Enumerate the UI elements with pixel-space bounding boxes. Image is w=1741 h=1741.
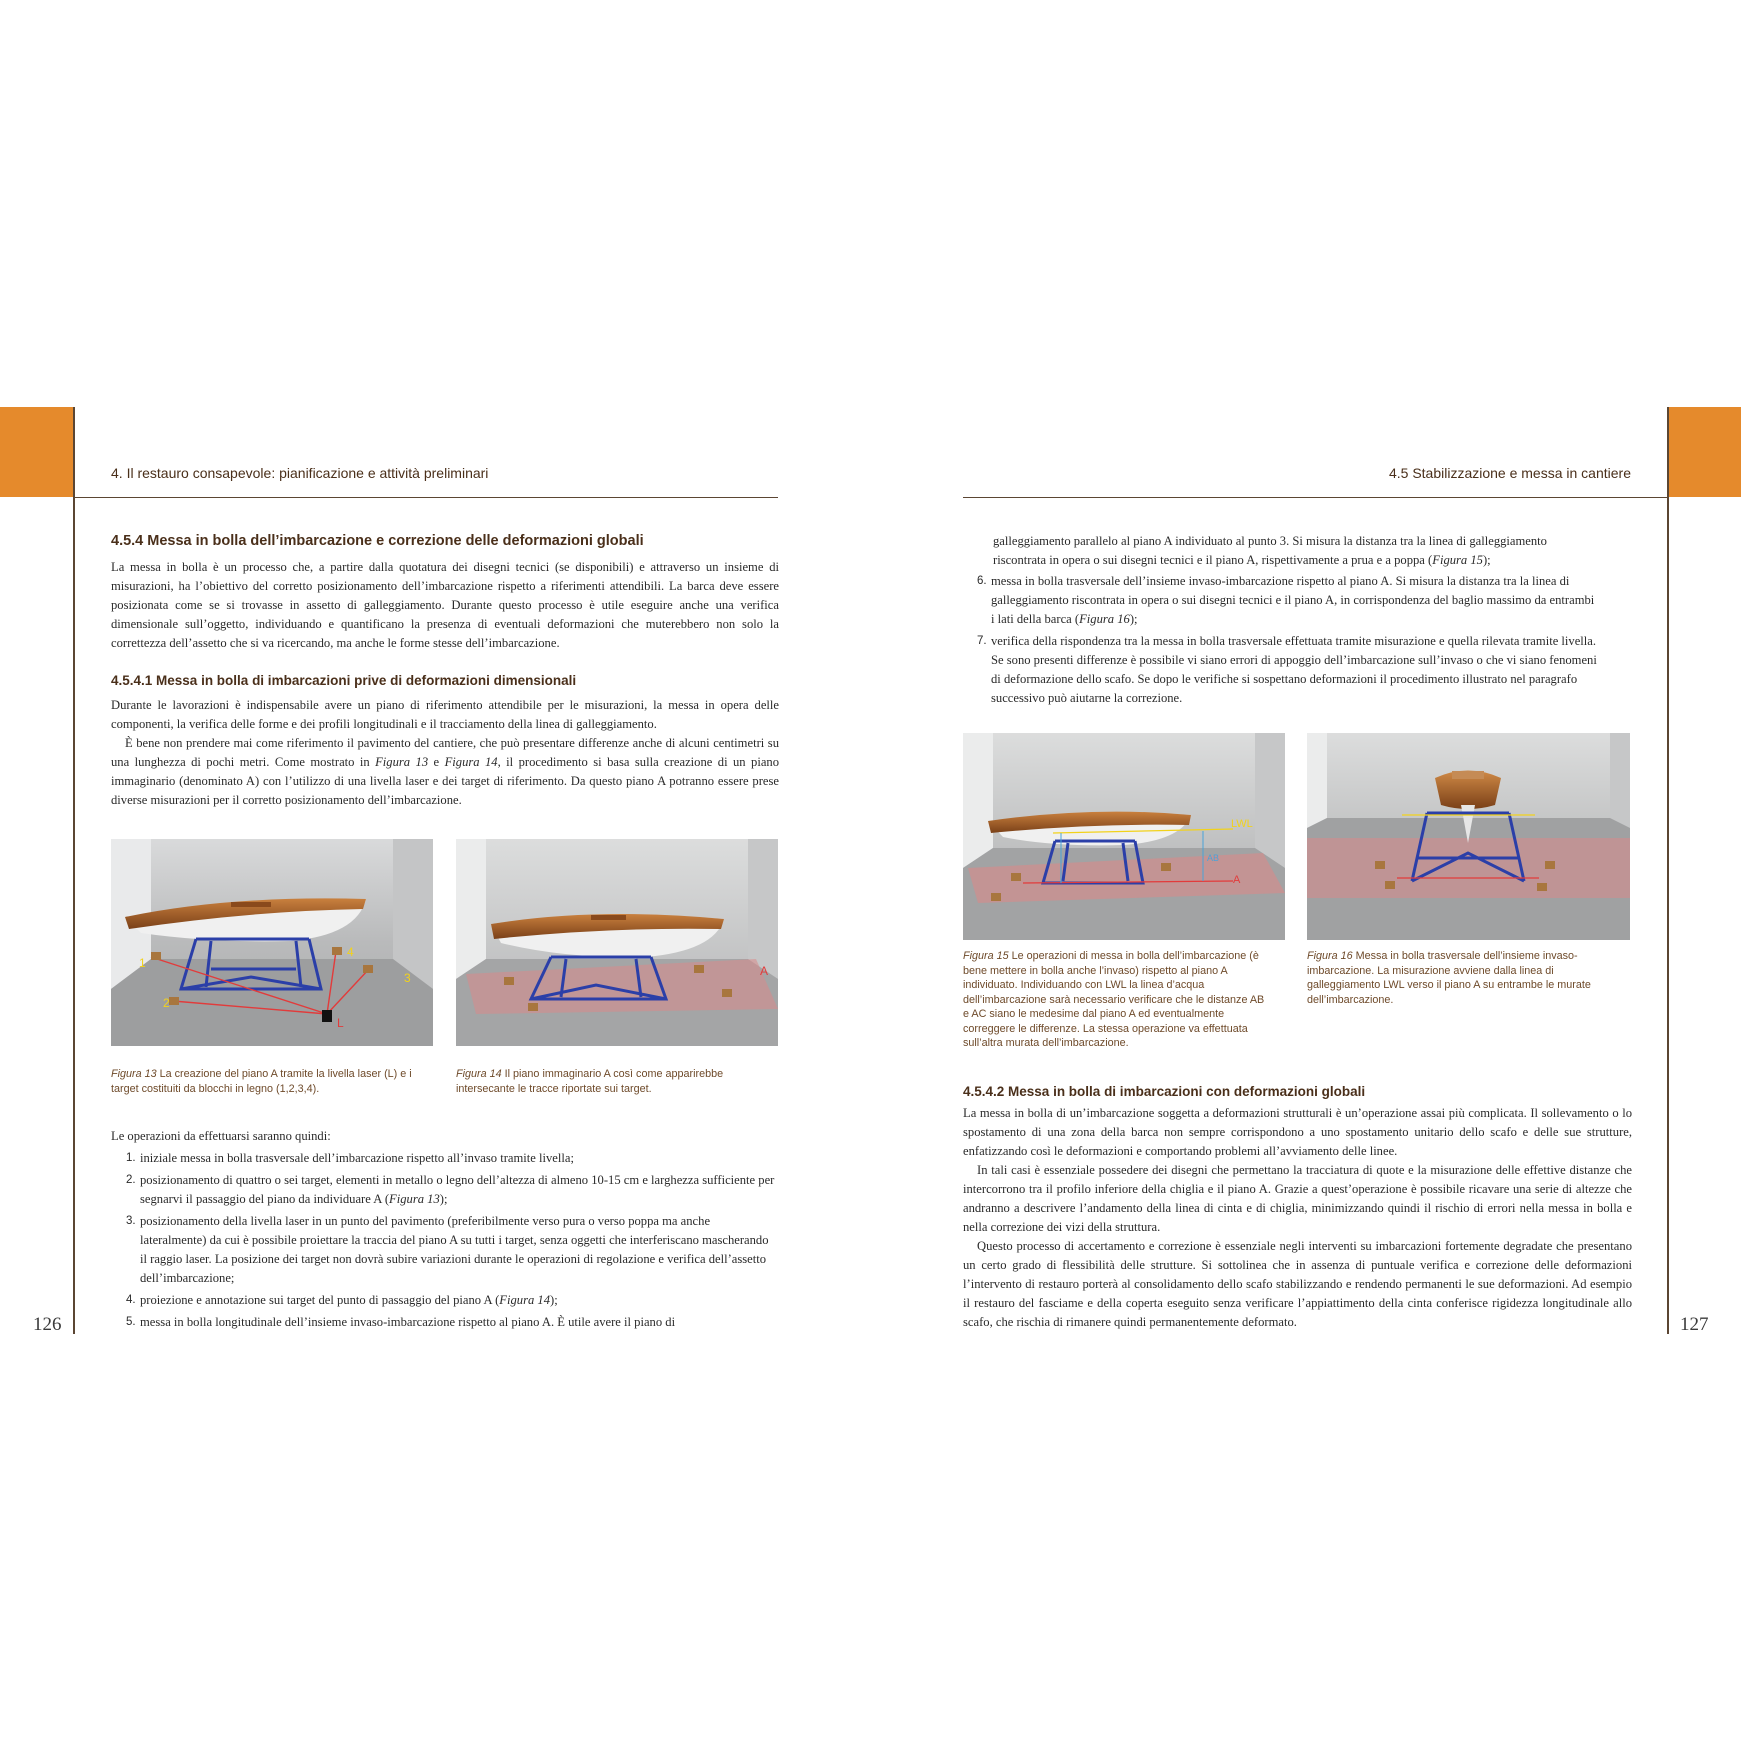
step-4-text: proiezione e annotazione sui target del punto di passaggio del piano A ( bbox=[140, 1293, 500, 1307]
figure-13-marker-3: 3 bbox=[404, 971, 411, 985]
operations-list-left bbox=[126, 1149, 778, 1335]
step-7-text: verifica della rispondenza tra la messa in bolla trasversale effettuata tramite misurazione e quella rilevata tramite livella. Se sono presenti differenze è possibile vi siano errori di appoggio dell’imbarcazione sull’invaso o che vi siano fenomeni di deformazione dello scafo. Se dopo le verifiche si sospettano deformazioni il procedimento illustrato nel paragrafo successivo può aiutarne la correzione. bbox=[991, 634, 1597, 705]
step-5-continuation bbox=[993, 532, 1600, 570]
figure-13-marker-4: 4 bbox=[347, 945, 354, 959]
figure-15-caption-text: Le operazioni di messa in bolla dell’imbarcazione (è bene mettere in bolla anche l’invaso) rispetto al piano A individuato. Individuando con LWL la linea d’acqua dell’imbarcazione sarà necessario verificare che le distanze AB e AC siano le medesime dal piano A ed eventualmente correggere le differenze. La stessa operazione va effettuata sull’altra murata dell’imbarcazione. bbox=[963, 950, 1265, 1049]
figure-16-image bbox=[1307, 733, 1630, 940]
step-2-tail: ); bbox=[439, 1192, 448, 1206]
right-page-number: 127 bbox=[1680, 1314, 1709, 1335]
operations-step-1 bbox=[126, 1149, 778, 1168]
figure-14-caption-label: Figura 14 bbox=[456, 1068, 502, 1080]
figure-13-image bbox=[111, 839, 433, 1046]
right-paragraph-1: La messa in bolla di un’imbarcazione soggetta a deformazioni strutturali è un’operazione assai più complicata. Il sollevamento o lo spostamento di una zona della barca non sempre corrispondono a uno spostamento unitario dello scafo e delle sue strutture, enfatizzando così le deformazioni e comportando problemi all’avviamento delle linee. bbox=[963, 1106, 1632, 1158]
figure-15-caption-label: Figura 15 bbox=[963, 950, 1009, 962]
figure-15-render bbox=[963, 733, 1285, 940]
operations-step-4 bbox=[126, 1291, 778, 1310]
subsection-paragraph-2-and: e bbox=[428, 755, 445, 769]
figure-16-caption-label: Figura 16 bbox=[1307, 950, 1353, 962]
right-vertical-rule bbox=[1667, 407, 1669, 1334]
right-paragraph-2: In tali casi è essenziale possedere dei disegni che permettano la tracciatura di quote e la misurazione delle effettive distanze che intercorrono tra il profilo inferiore della chiglia e il piano A. Grazie a quest’operazione è possibile ricavare una serie di altezze che andranno a descrivere l’andamento della linea di cinta e di chiglia, minimizzando quindi il rischio di errori nella messa in bolla e nella correzione dei vizi della struttura. bbox=[963, 1163, 1632, 1234]
figure-14-caption bbox=[456, 1067, 778, 1096]
left-header-rule bbox=[73, 497, 778, 498]
step-4-number: 4. bbox=[126, 1294, 136, 1306]
figure-13-marker-1: 1 bbox=[139, 956, 146, 970]
step-6-text: messa in bolla trasversale dell’insieme invaso-imbarcazione rispetto al piano A. Si misura la distanza tra la linea di galleggiamento riscontrata in opera o sui disegni tecnici e il piano A, in corrispondenza del baglio massimo da entrambi i lati della barca ( bbox=[991, 574, 1595, 626]
figure-14-reference[interactable]: Figura 14 bbox=[444, 755, 498, 769]
figure-14-render bbox=[456, 839, 778, 1046]
operations-step-5 bbox=[126, 1313, 778, 1332]
step-1-text: iniziale messa in bolla trasversale dell’imbarcazione rispetto all’invaso tramite livella; bbox=[140, 1151, 574, 1165]
figure-15-image bbox=[963, 733, 1285, 940]
right-running-head: 4.5 Stabilizzazione e messa in cantiere bbox=[1388, 465, 1631, 481]
figure-13-marker-2: 2 bbox=[163, 996, 170, 1010]
step-3-text: posizionamento della livella laser in un punto del pavimento (preferibilmente verso pura o verso poppa ma anche lateralmente) da cui è possibile proiettare la traccia del piano A su tutti i target, senza oggetti che interferiscano mascherando il raggio laser. La posizione dei target non dovrà subire variazioni durante le operazioni di regolazione e verifica dell’assetto dell’imbarcazione; bbox=[140, 1214, 769, 1285]
left-vertical-rule bbox=[73, 407, 75, 1334]
subsection-title-4542: 4.5.4.2 Messa in bolla di imbarcazioni con deformazioni globali bbox=[963, 1084, 1366, 1099]
step-3-number: 3. bbox=[126, 1215, 136, 1227]
right-paragraph-3: Questo processo di accertamento e correzione è essenziale negli interventi su imbarcazioni fortemente degradate che presentano un certo grado di flessibilità delle strutture. Si sottolinea che in assenza di puntuale verifica e correzione delle deformazioni l’intervento di restauro porterà al consolidamento dello scafo stabilizzando e rendendo permanenti le sue deformazioni. Ad esempio il restauro del fasciame e della coperta eseguito senza verificare l’appiattimento della cinta conferisce rigidezza longitudinale allo scafo, che rischia di rimanere quindi permanentemente deformato. bbox=[963, 1239, 1632, 1329]
operations-step-2 bbox=[126, 1171, 778, 1209]
operations-step-3 bbox=[126, 1212, 778, 1288]
figure-14-marker-A: A bbox=[760, 964, 769, 978]
figure-15-marker-A: A bbox=[1233, 874, 1241, 886]
operations-list-right bbox=[977, 572, 1600, 711]
figure-15-caption bbox=[963, 949, 1265, 1051]
figure-13-render bbox=[111, 839, 433, 1046]
step-2-number: 2. bbox=[126, 1174, 136, 1186]
figure-13-caption-text: La creazione del piano A tramite la livella laser (L) e i target costituiti da blocchi in legno (1,2,3,4). bbox=[111, 1068, 412, 1095]
step-6-tail: ); bbox=[1129, 612, 1138, 626]
left-orange-tab bbox=[0, 407, 73, 497]
section-title: 4.5.4 Messa in bolla dell’imbarcazione e correzione delle deformazioni globali bbox=[111, 533, 644, 549]
step-2-figure-reference[interactable]: Figura 13 bbox=[389, 1192, 440, 1206]
figure-15-marker-LWL: LWL bbox=[1231, 818, 1253, 830]
figure-14-image bbox=[456, 839, 778, 1046]
step-5-text: messa in bolla longitudinale dell’insieme invaso-imbarcazione rispetto al piano A. È utile avere il piano di bbox=[140, 1315, 676, 1329]
step-5-figure-reference[interactable]: Figura 15 bbox=[1432, 553, 1483, 567]
intro-paragraph: La messa in bolla è un processo che, a partire dalla quotatura dei disegni tecnici (se disponibili) e attraverso un insieme di misurazioni, ha l’obiettivo del corretto posizionamento dell’imbarcazione rispetto a riferimenti attendibili. La barca deve essere posizionata come se si trovasse in assetto di galleggiamento. Durante questo processo è utile eseguire anche una verifica dimensionale sull’oggetto, individuando e quantificano la presenza di eventuali deformazioni che muterebbero non solo la correttezza dell’assetto che si va ricercando, ma anche le forme stesse dell’imbarcazione. bbox=[111, 560, 779, 650]
step-2-text: posizionamento di quattro o sei target, elementi in metallo o legno dell’altezza di almeno 10-15 cm e larghezza sufficiente per segnarvi il passaggio del piano da individuare A ( bbox=[140, 1173, 775, 1206]
figure-16-plane-A bbox=[1307, 838, 1630, 898]
figure-13-caption-label: Figura 13 bbox=[111, 1068, 157, 1080]
subsection-paragraph-2-end: , il procedimento si basa sulla creazione di un piano immaginario (denominato A) con l’utilizzo di una livella laser e dei target di riferimento. Da questo piano A potranno essere prese diverse misurazioni per il corretto posizionamento dell’imbarcazione. bbox=[111, 755, 780, 807]
step-6-number: 6. bbox=[977, 575, 987, 587]
subsection-paragraph-2-start: È bene non prendere mai come riferimento il pavimento del cantiere, che può presentare differenze anche di alcuni centimetri su una lunghezza di pochi metri. Come mostrato in bbox=[111, 736, 779, 769]
step-5-continuation-tail: ); bbox=[1482, 553, 1491, 567]
step-5-continuation-text: galleggiamento parallelo al piano A individuato al punto 3. Si misura la distanza tra la linea di galleggiamento riscontrata in opera o sui disegni tecnici e il piano A, rispettivamente a prua e a poppa ( bbox=[993, 534, 1547, 567]
figure-13-caption bbox=[111, 1067, 433, 1096]
step-4-figure-reference[interactable]: Figura 14 bbox=[499, 1293, 551, 1307]
figure-13-reference[interactable]: Figura 13 bbox=[375, 755, 429, 769]
right-header-rule bbox=[963, 497, 1668, 498]
figure-16-caption-text: Messa in bolla trasversale dell’insieme invaso-imbarcazione. La misurazione avviene dalla linea di galleggiamento LWL verso il piano A su entrambe le murate dell’imbarcazione. bbox=[1307, 950, 1591, 1006]
left-page-number: 126 bbox=[33, 1314, 62, 1335]
operations-step-6 bbox=[977, 572, 1600, 629]
step-1-number: 1. bbox=[126, 1152, 136, 1164]
right-orange-tab bbox=[1668, 407, 1741, 497]
figure-16-caption bbox=[1307, 949, 1617, 1007]
operations-step-7 bbox=[977, 632, 1600, 708]
figure-14-caption-text: Il piano immaginario A così come apparirebbe intersecante le tracce riportate sui target. bbox=[456, 1068, 724, 1095]
figure-13-marker-L: L bbox=[337, 1016, 344, 1030]
subsection-paragraph-2 bbox=[111, 734, 779, 810]
operations-intro: Le operazioni da effettuarsi saranno quindi: bbox=[111, 1129, 331, 1143]
figure-16-render bbox=[1307, 733, 1630, 940]
step-5-number: 5. bbox=[126, 1316, 136, 1328]
step-4-tail: ); bbox=[550, 1293, 558, 1307]
step-7-number: 7. bbox=[977, 635, 987, 647]
left-running-head: 4. Il restauro consapevole: pianificazione e attività preliminari bbox=[111, 465, 489, 481]
subsection-paragraph-1: Durante le lavorazioni è indispensabile avere un piano di riferimento attendibile per le misurazioni, la messa in opera delle componenti, la verifica delle forme e dei profili longitudinali e il tracciamento della linea di galleggiamento. bbox=[111, 698, 779, 731]
figure-15-marker-AB: AB bbox=[1207, 853, 1220, 863]
subsection-title-4541: 4.5.4.1 Messa in bolla di imbarcazioni prive di deformazioni dimensionali bbox=[111, 673, 577, 688]
step-6-figure-reference[interactable]: Figura 16 bbox=[1079, 612, 1130, 626]
